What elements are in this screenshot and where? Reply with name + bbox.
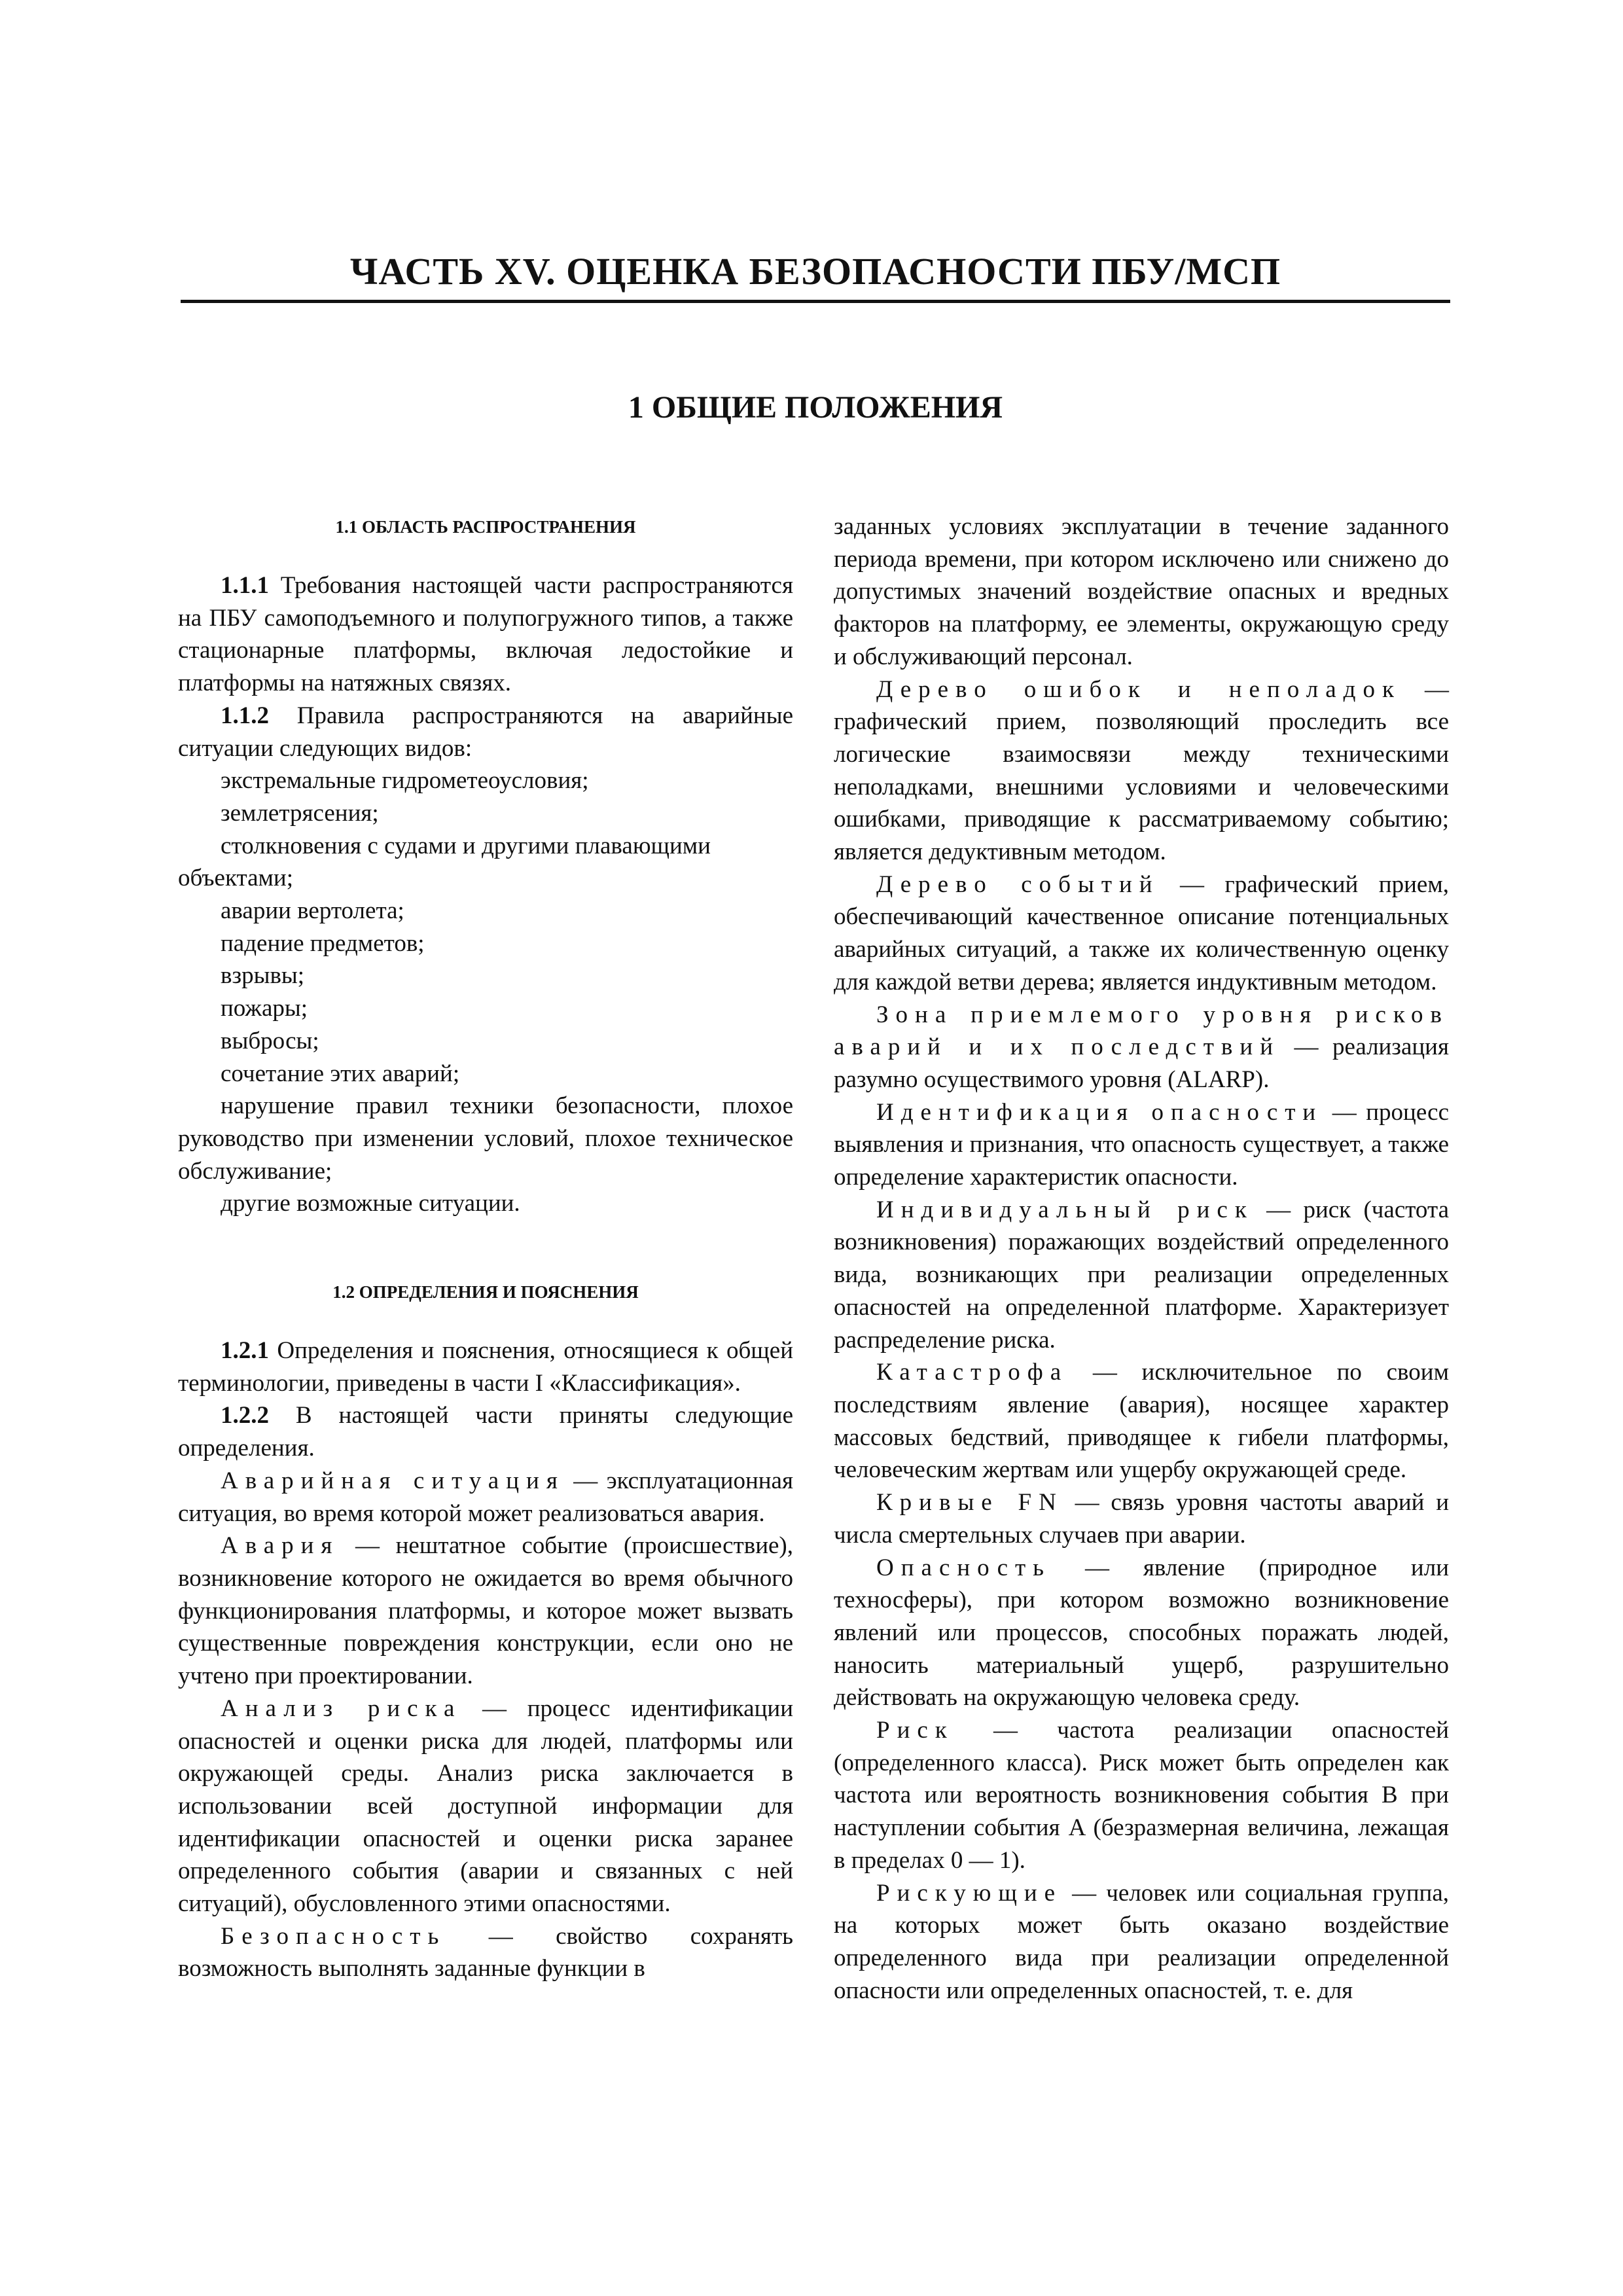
- clause-text: Определения и пояснения, относящиеся к общей терминологии, приведены в части I «Классификация».: [178, 1337, 793, 1397]
- definition-term: Безопасность: [221, 1922, 446, 1950]
- section-heading-1-2: 1.2 ОПРЕДЕЛЕНИЯ И ПОЯСНЕНИЯ: [332, 1282, 639, 1302]
- definition-term: Опасность: [876, 1554, 1052, 1581]
- definition: [834, 1356, 1449, 1486]
- left-column: [178, 511, 793, 1985]
- definition-text: — графический прием, обеспечивающий качественное описание потенциальных аварийных ситуаций, а также их количественную оценку для каждой ветви дерева; является индуктивным методом.: [834, 870, 1449, 996]
- definition-term: Анализ риска: [221, 1695, 462, 1722]
- definition-text: — процесс идентификации опасностей и оценки риска для людей, платформы или окружающей среды. Анализ риска заключается в использовании всей доступной информации для идентификации опасностей и оценки риска заранее определенного события (аварии и связанных с ней ситуаций), обусловленного этими опасностями.: [178, 1695, 793, 1918]
- definition: [834, 673, 1449, 869]
- definition-term: Зона приемлемого уровня рисков аварий и их последствий: [834, 1001, 1449, 1061]
- paragraph-1-2-2: [178, 1399, 793, 1464]
- paragraph-1-1-1: [178, 569, 793, 700]
- definition-text: — частота реализации опасностей (определенного класса). Риск может быть определен как частота или вероятность возникновения события B при наступлении события A (безразмерная величина, лежащая в пределах 0 — 1).: [834, 1717, 1449, 1874]
- definition-text: — процесс выявления и признания, что опасность существует, а также определение характеристик опасности.: [834, 1098, 1450, 1191]
- definition: [178, 1465, 793, 1530]
- list-item: взрывы;: [221, 962, 305, 990]
- clause-number: 1.1.1: [221, 572, 269, 599]
- clause-number: 1.2.1: [221, 1337, 269, 1365]
- clause-text: В настоящей части приняты следующие определения.: [178, 1402, 793, 1462]
- list-item: землетрясения;: [221, 799, 379, 827]
- paragraph-1-2-1: [178, 1335, 793, 1399]
- definition: [178, 1530, 793, 1693]
- definition-text: — исключительное по своим последствиям явление (авария), носящее характер массовых бедствий, приводящее к гибели платформы, человеческим жертвам или ущербу окружающей среде.: [834, 1359, 1449, 1484]
- definition-term: Риск: [876, 1717, 954, 1744]
- definition-text: — реализация разумно осуществимого уровня (ALARP).: [834, 1033, 1450, 1093]
- list-item: аварии вертолета;: [221, 897, 404, 925]
- definition-term: Рискующие: [876, 1879, 1063, 1907]
- right-column: [834, 511, 1449, 2007]
- definition-term: Авария: [221, 1532, 340, 1560]
- definition-term: Идентификация опасности: [876, 1098, 1323, 1126]
- title-rule: [181, 300, 1450, 303]
- definition-term: Дерево ошибок и неполадок: [876, 675, 1401, 703]
- definition-text: — связь уровня частоты аварий и числа смертельных случаев при аварии.: [834, 1489, 1449, 1549]
- definition-term: Аварийная ситуация: [221, 1467, 565, 1494]
- definition-continuation: заданных условиях эксплуатации в течение заданного периода времени, при котором исключено или снижено до допустимых значений воздействие опасных и вредных факторов на платформу, ее элементы, окружающую среду и обслуживающий персонал.: [834, 513, 1449, 670]
- definition: [178, 1693, 793, 1920]
- clause-text: Требования настоящей части распространяются на ПБУ самоподъемного и полупогружного типов, а также стационарные платформы, включая ледостойкие и платформы на натяжных связях.: [178, 572, 793, 697]
- chapter-title: 1 ОБЩИЕ ПОЛОЖЕНИЯ: [628, 390, 1003, 425]
- definition: [834, 1096, 1449, 1194]
- definition: [178, 1920, 793, 1985]
- definition: [834, 1486, 1449, 1551]
- list-item: нарушение правил техники безопасности, плохое руководство при изменении условий, плохое техническое обслуживание;: [178, 1092, 793, 1185]
- definition: [834, 1194, 1449, 1357]
- clause-number: 1.1.2: [221, 702, 269, 729]
- definition: [834, 869, 1449, 999]
- definition: [834, 1877, 1449, 2007]
- definition-term: Дерево событий: [876, 870, 1160, 898]
- definition-term: Катастрофа: [876, 1359, 1069, 1386]
- clause-text: Правила распространяются на аварийные ситуации следующих видов:: [178, 702, 793, 762]
- list-item: пожары;: [221, 995, 308, 1022]
- list-item: столкновения с судами и другими плавающими объектами;: [178, 832, 711, 892]
- clause-number: 1.2.2: [221, 1402, 269, 1429]
- definition-text: — риск (частота возникновения) поражающих воздействий определенного вида, возникающих при реализации определенных опасностей на определенной платформе. Характеризует распределение риска.: [834, 1196, 1449, 1354]
- definition-text: — графический прием, позволяющий проследить все логические взаимосвязи между техническими неполадками, внешними условиями и человеческими ошибками, приводящие к рассматриваемому событию; является дедуктивным методом.: [834, 675, 1449, 866]
- section-heading-1-1: 1.1 ОБЛАСТЬ РАСПРОСТРАНЕНИЯ: [335, 517, 636, 537]
- definition-text: — человек или социальная группа, на которых может быть оказано воздействие определенного вида при реализации определенной опасности или определенных опасностей, т. е. для: [834, 1879, 1449, 2004]
- definition: [834, 999, 1449, 1096]
- part-title: ЧАСТЬ XV. ОЦЕНКА БЕЗОПАСНОСТИ ПБУ/МСП: [349, 250, 1281, 293]
- list-item: падение предметов;: [221, 929, 425, 957]
- list-item: выбросы;: [221, 1027, 319, 1054]
- definition: [834, 1714, 1449, 1877]
- list-item: сочетание этих аварий;: [221, 1060, 460, 1087]
- paragraph-1-1-2: [178, 700, 793, 764]
- definition: [834, 1552, 1449, 1715]
- definition-term: Кривые FN: [876, 1489, 1063, 1516]
- definition-text: — явление (природное или техносферы), при котором возможно возникновение явлений или процессов, способных поражать людей, наносить материальный ущерб, разрушительно действовать на окружающую человека среду.: [834, 1554, 1449, 1712]
- definition-text: — эксплуатационная ситуация, во время которой может реализоваться авария.: [178, 1467, 793, 1527]
- definition-text: — свойство сохранять возможность выполнять заданные функции в: [178, 1922, 793, 1982]
- definition-term: Индивидуальный риск: [876, 1196, 1254, 1223]
- list-item: другие возможные ситуации.: [221, 1190, 520, 1217]
- definition-text: — нештатное событие (происшествие), возникновение которого не ожидается во время обычного функционирования платформы, и которое может вызвать существенные повреждения конструкции, если оно не учтено при проектировании.: [178, 1532, 793, 1690]
- list-item: экстремальные гидрометеоусловия;: [221, 767, 589, 795]
